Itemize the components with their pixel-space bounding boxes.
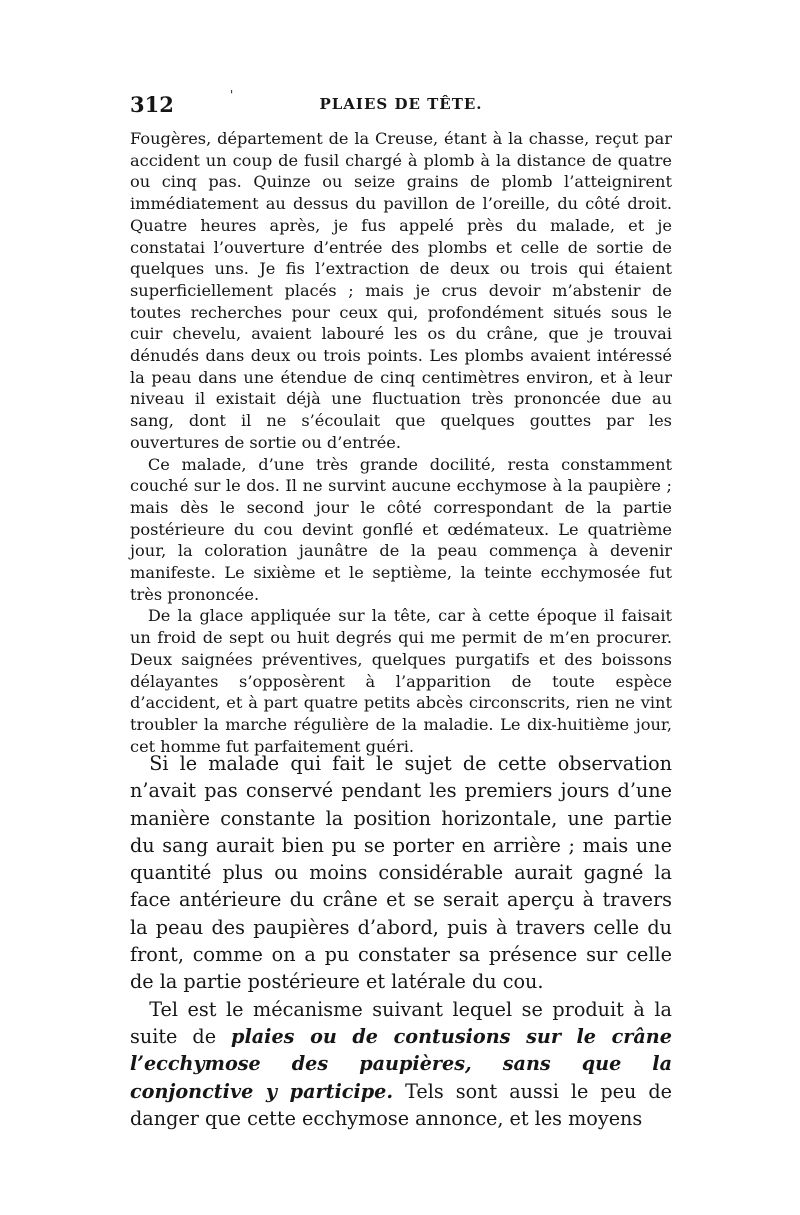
paragraph-case-course: Ce malade, d’une très grande docilité, resta constamment couché sur le dos. Il ne survint aucune ecchymose à la paupière ; mais dès le second jour le côté correspondant de la partie postérieure du cou devint gonflé et œdémateux. Le quatrième jour, la coloration jaunâtre de la peau commença à devenir manifeste. Le sixième et le septième, la teinte ecchymosée fut très prononcée. — [130, 454, 672, 604]
running-title: PLAIES DE TÊTE. — [319, 95, 483, 113]
paragraph-case-treatment: De la glace appliquée sur la tête, car à cette époque il faisait un froid de sept ou huit degrés qui me permit de m’en procurer. Deux saignées préventives, quelques purgatifs et des boissons délayantes s’opposèrent à l’apparition de toute espèce d’accident, et à part quatre petits abcès circonscrits, rien ne vint troubler la marche régulière de la maladie. Le dix-huitième jour, cet homme fut parfaitement guéri. — [130, 606, 672, 756]
conclusion-start: Tel est le mécanisme suivant lequel se produit à la suite de — [130, 997, 672, 1048]
main-text — [130, 750, 672, 1132]
page-header — [130, 88, 672, 122]
conclusion-italic: plaies ou de contusions sur le crâne l’ecchymose des paupières, sans que la conjonctive y participe. — [130, 1024, 672, 1103]
header-mark: ' — [230, 88, 234, 102]
conclusion-end: Tels sont aussi le peu de danger que cette ecchymose annonce, et les moyens — [130, 1079, 672, 1130]
paragraph-conclusion — [130, 996, 672, 1132]
paragraph-case-intro: Fougères, département de la Creuse, étant à la chasse, reçut par accident un coup de fusil chargé à plomb à la distance de quatre ou cinq pas. Quinze ou seize grains de plomb l’atteignirent immédiatement au dessus du pavillon de l’oreille, du côté droit. Quatre heures après, je fus appelé près du malade, et je constatai l’ouverture d’entrée des plombs et celle de sortie de quelques uns. Je fis l’extraction de deux ou trois qui étaient superficiellement placés ; mais je crus devoir m’abstenir de toutes recherches pour ceux qui, profondément situés sous le cuir chevelu, avaient labouré les os du crâne, que je trouvai dénudés dans deux ou trois points. Les plombs avaient intéressé la peau dans une étendue de cinq centimètres environ, et à leur niveau il existait déjà une fluctuation très prononcée due au sang, dont il ne s’écoulait que quelques gouttes par les ouvertures de sortie ou d’entrée. — [130, 129, 672, 452]
page-number: 312 — [130, 92, 174, 117]
case-observation — [130, 128, 672, 757]
paragraph-explanation: Si le malade qui fait le sujet de cette observation n’avait pas conservé pendant les premiers jours d’une manière constante la position horizontale, une partie du sang aurait bien pu se porter en arrière ; mais une quantité plus ou moins considérable aurait gagné la face antérieure du crâne et se serait aperçu à travers la peau des paupières d’abord, puis à travers celle du front, comme on a pu constater sa présence sur celle de la partie postérieure et latérale du cou. — [130, 752, 672, 994]
